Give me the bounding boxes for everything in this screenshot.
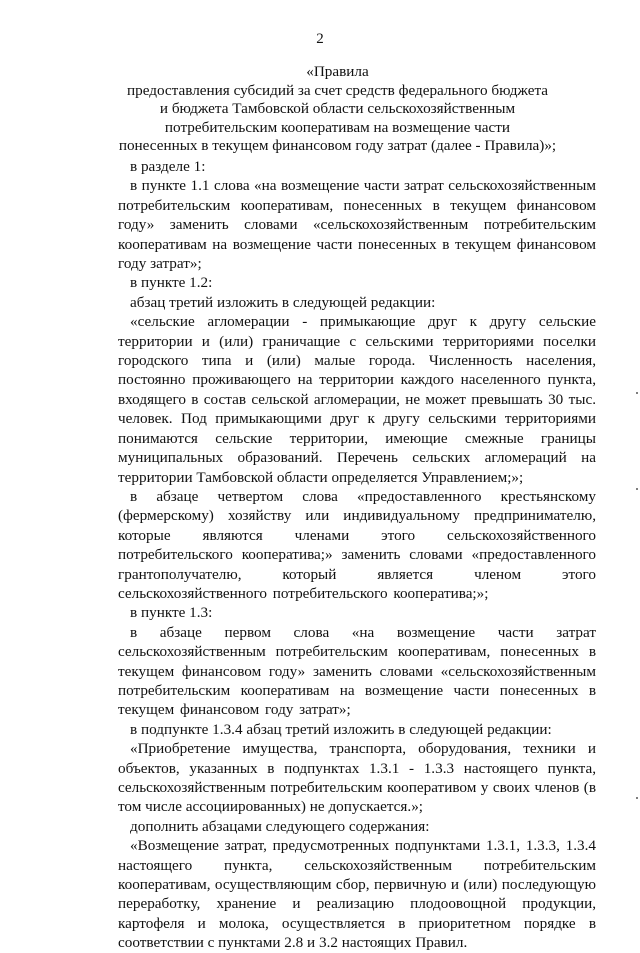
paragraph-point-1-1: в пункте 1.1 слова «на возмещение части затрат сельскохозяйственным потребительским кооперативам, понесенных в текущем финансовом году» заменить словами «сельскохозяйственным потребительским кооперативам на возмещение части понесенных в текущем финансовом году затрат»; (118, 177, 596, 273)
paragraph-reimbursement-rule: «Возмещение затрат, предусмотренных подпунктами 1.3.1, 1.3.3, 1.3.4 настоящего пункта, сельскохозяйственным потребительским кооперативам, осуществляющим сбор, первичную и (или) последующую переработку, хранение и реализацию плодоовощной продукции, картофеля и молока, осуществляется в приоритетном порядке в соответствии с пунктами 2.8 и 3.2 настоящих Правил. (118, 837, 596, 952)
heading-line: предоставления субсидий за счет средств федерального бюджета (126, 81, 549, 99)
paragraph-agglomeration-definition: «сельские агломерации - примыкающие друг к другу сельские территории и (или) граничащие с сельскими территориями поселки городского типа и (или) малые города. Численность населения, постоянно проживающего на территории каждого населенного пункта, входящего в состав сельской агломерации, не может превышать 30 тыс. человек. Под примыкающими друг к другу сельскими территориями понимаются сельские территории, имеющие смежные границы муниципальных образований. Перечень сельских агломераций на территории Тамбовской области определяется Управлением;»; (118, 313, 596, 486)
paragraph-supplement: дополнить абзацами следующего содержания: (130, 817, 430, 835)
heading-line: «Правила (306, 63, 369, 80)
heading-line: потребительским кооперативам на возмещение части (164, 118, 511, 136)
scan-speck (636, 797, 638, 799)
paragraph-instruction: абзац третий изложить в следующей редакции: (130, 293, 436, 311)
paragraph-fourth-clause: в абзаце четвертом слова «предоставленного крестьянскому (фермерскому) хозяйству или индивидуальному предпринимателю, которые являются членами этого сельскохозяйственного потребительского кооператива;» заменить словами «предоставленного грантополучателю, который является членом этого сельскохозяйственного потребительского кооператива;»; (118, 487, 596, 602)
paragraph-acquisition-rule: «Приобретение имущества, транспорта, оборудования, техники и объектов, указанных в подпунктах 1.3.1 - 1.3.3 настоящего пункта, сельскохозяйственным потребительским кооперативом у своих членов (в том числе ассоциированных) не допускается.»; (118, 740, 596, 816)
scan-speck (636, 392, 638, 394)
scan-speck (636, 488, 638, 490)
heading-line: и бюджета Тамбовской области сельскохозяйственным (159, 100, 516, 117)
paragraph-point-1-2: в пункте 1.2: (130, 274, 213, 292)
paragraph-section-1: в разделе 1: (130, 158, 206, 175)
document-body (118, 157, 596, 953)
page-number: 2 (316, 31, 324, 47)
heading-line: понесенных в текущем финансовом году затрат (далее - Правила)»; (118, 137, 557, 154)
paragraph-point-1-3: в пункте 1.3: (130, 604, 213, 622)
paragraph-first-clause: в абзаце первом слова «на возмещение части затрат сельскохозяйственным потребительским кооперативам, понесенных в текущем финансовом году» заменить словами «сельскохозяйственным потребительским кооперативам на возмещение части понесенных в текущем финансовом году затрат»; (118, 623, 596, 719)
document-heading (110, 63, 565, 156)
paragraph-subpoint-1-3-4: в подпункте 1.3.4 абзац третий изложить в следующей редакции: (130, 720, 552, 738)
